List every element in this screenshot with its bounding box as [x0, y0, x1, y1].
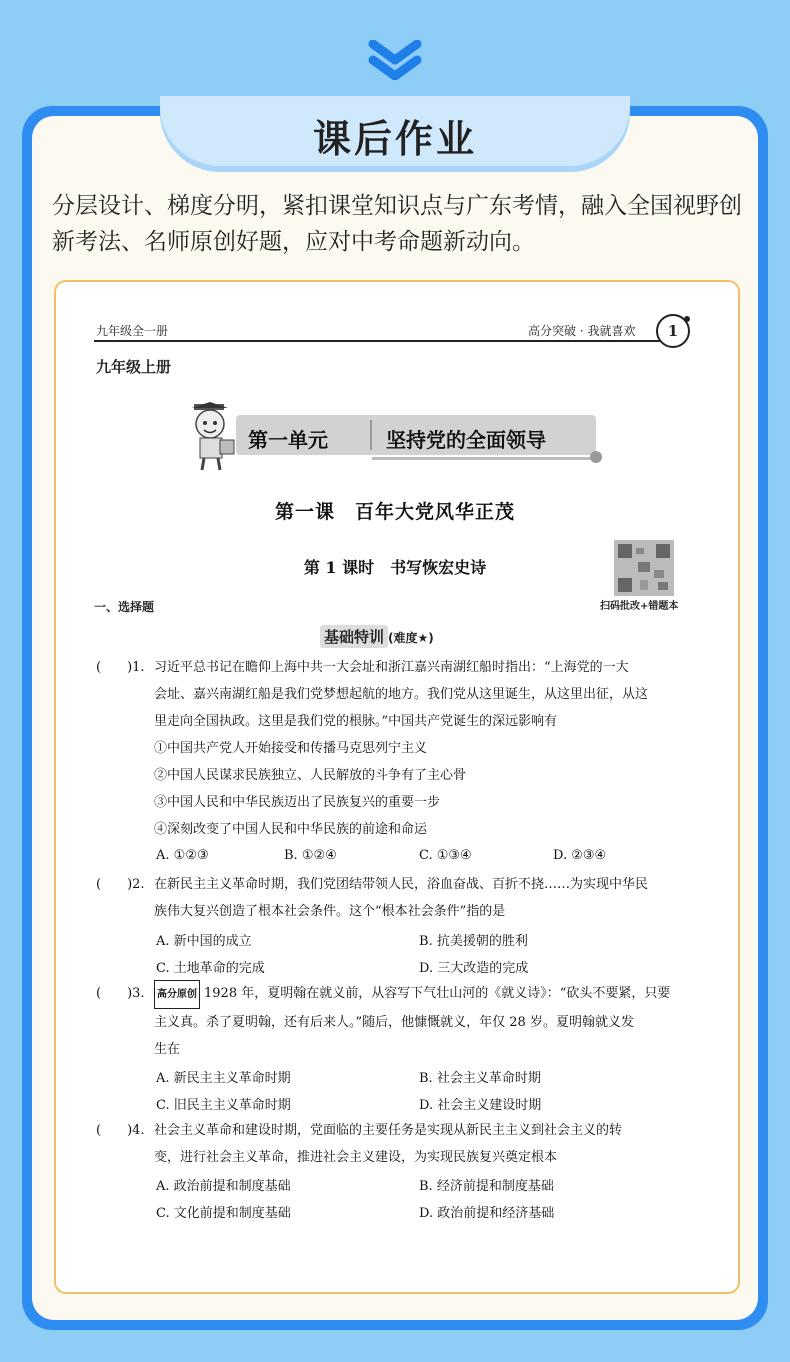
option-a[interactable]: A. 政治前提和制度基础: [156, 1179, 291, 1194]
question-line: ③中国人民和中华民族迈出了民族复兴的重要一步: [154, 795, 441, 810]
option-d[interactable]: D. 社会主义建设时期: [419, 1098, 542, 1113]
option-a[interactable]: A. 新中国的成立: [156, 934, 252, 949]
period-title: 第 1 课时 书写恢宏史诗: [303, 558, 487, 577]
answer-blank[interactable]: ( )1.: [96, 660, 145, 675]
original-tag: 高分原创: [154, 980, 200, 1009]
option-b[interactable]: B. 社会主义革命时期: [419, 1071, 541, 1086]
intro-text: 分层设计、梯度分明，紧扣课堂知识点与广东考情，融入全国视野创新考法、名师原创好题，应对中考命题新动向。: [52, 193, 742, 255]
difficulty-label: (难度★): [388, 631, 434, 645]
question-line: ④深刻改变了中国人民和中华民族的前途和命运: [154, 822, 428, 837]
page-number-dot: [684, 316, 690, 322]
answer-blank[interactable]: ( )2.: [96, 877, 145, 892]
question-line: 生在: [154, 1042, 181, 1057]
option-b[interactable]: B. ①②④: [284, 848, 337, 863]
answer-blank[interactable]: ( )4.: [96, 1123, 145, 1138]
double-chevron-down-icon: [367, 40, 423, 80]
lesson-title: 第一课 百年大党风华正茂: [274, 501, 515, 523]
question-line: 会址、嘉兴南湖红船是我们党梦想起航的地方。我们党从这里诞生，从这里出征，从这: [154, 687, 649, 702]
question-line: 习近平总书记在瞻仰上海中共一大会址和浙江嘉兴南湖红船时指出：“上海党的一大: [154, 660, 629, 675]
question-line: 族伟大复兴创造了根本社会条件。这个“根本社会条件”指的是: [154, 904, 506, 919]
option-b[interactable]: B. 经济前提和制度基础: [419, 1179, 554, 1194]
question-line: 主义真。杀了夏明翰，还有后来人。”随后，他慷慨就义，年仅 28 岁。夏明翰就义发: [154, 1015, 634, 1030]
series-label: 高分突破 · 我就喜欢: [528, 324, 636, 338]
answer-blank[interactable]: ( )3.: [96, 986, 145, 1001]
question-line: 变，进行社会主义革命，推进社会主义建设，为实现民族复兴奠定根本: [154, 1150, 558, 1165]
difficulty-heading: [320, 625, 434, 648]
unit-divider: [370, 420, 372, 450]
page-number: 1: [656, 314, 690, 348]
question-line: ②中国人民谋求民族独立、人民解放的斗争有了主心骨: [154, 768, 467, 783]
option-d[interactable]: D. ②③④: [553, 848, 607, 863]
grade-heading: 九年级上册: [96, 358, 172, 376]
student-mascot-icon: [184, 402, 244, 472]
qr-code-icon[interactable]: [614, 540, 674, 596]
question-line: ①中国共产党人开始接受和传播马克思列宁主义: [154, 741, 428, 756]
unit-label: 第一单元: [248, 428, 328, 452]
option-a[interactable]: A. 新民主主义革命时期: [156, 1071, 291, 1086]
option-c[interactable]: C. 旧民主主义革命时期: [156, 1098, 291, 1113]
option-a[interactable]: A. ①②③: [156, 848, 209, 863]
unit-title: 坚持党的全面领导: [386, 428, 546, 452]
level-label: 基础特训: [320, 625, 388, 648]
question-line: 在新民主主义革命时期，我们党团结带领人民，浴血奋战、百折不挠……为实现中华民: [154, 877, 649, 892]
question-line: 社会主义革命和建设时期，党面临的主要任务是实现从新民主主义到社会主义的转: [154, 1123, 623, 1138]
question-line: 里走向全国执政。这里是我们党的根脉。”中国共产党诞生的深远影响有: [154, 714, 558, 729]
option-c[interactable]: C. 文化前提和制度基础: [156, 1206, 291, 1221]
qr-label: 扫码批改+错题本: [600, 601, 679, 612]
option-d[interactable]: D. 三大改造的完成: [419, 961, 529, 976]
option-b[interactable]: B. 抗美援朝的胜利: [419, 934, 528, 949]
section-heading: 一、选择题: [94, 600, 155, 614]
option-c[interactable]: C. ①③④: [419, 848, 472, 863]
header-rule: [94, 340, 660, 342]
page-title: 课后作业: [312, 117, 477, 161]
question-line: 1928 年，夏明翰在就义前，从容写下气壮山河的《就义诗》：“砍头不要紧，只要: [204, 986, 671, 1001]
book-label: 九年级全一册: [96, 324, 169, 338]
option-c[interactable]: C. 土地革命的完成: [156, 961, 265, 976]
option-d[interactable]: D. 政治前提和经济基础: [419, 1206, 555, 1221]
